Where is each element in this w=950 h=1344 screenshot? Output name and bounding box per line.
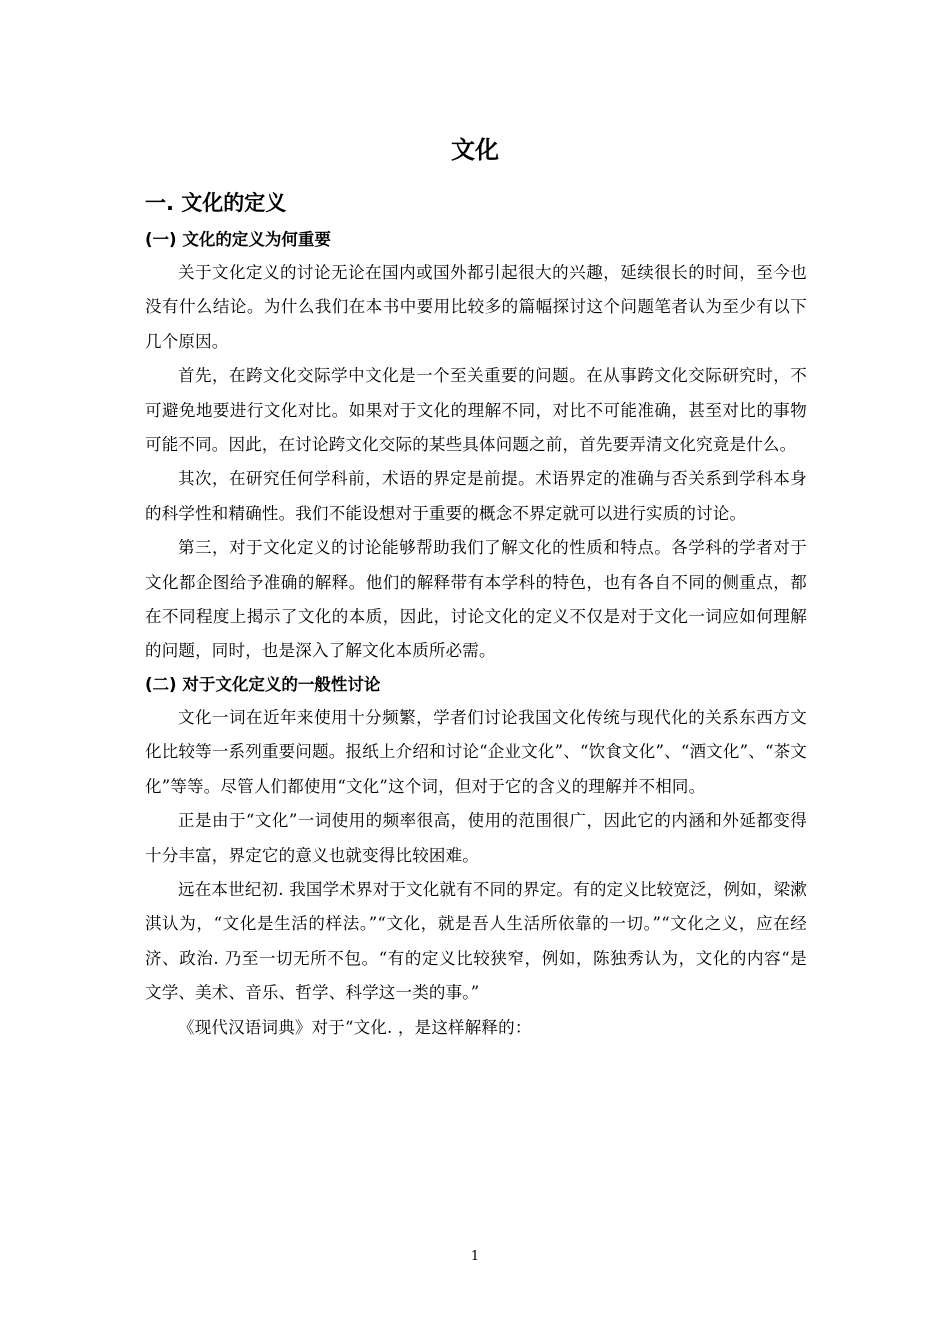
paragraph: 首先，在跨文化交际学中文化是一个至关重要的问题。在从事跨文化交际研究时，不可避免地要进行文化对比。如果对于文化的理解不同，对比不可能准确，甚至对比的事物可能不同。因此，在讨论跨文化交际的某些具体问题之前，首先要弄清文化究竟是什么。: [145, 366, 807, 455]
document-body: [145, 186, 807, 1045]
paragraph: 正是由于“文化”一词使用的频率很高，使用的范围很广，因此它的内涵和外延都变得十分丰富，界定它的意义也就变得比较困难。: [145, 811, 807, 865]
subsection-heading-2: (二) 对于文化定义的一般性讨论: [145, 674, 381, 694]
paragraph: 其次，在研究任何学科前，术语的界定是前提。术语界定的准确与否关系到学科本身的科学性和精确性。我们不能设想对于重要的概念不界定就可以进行实质的讨论。: [145, 469, 807, 523]
paragraph: 《现代汉语词典》对于“文化. ，是这样解释的：: [178, 1017, 532, 1037]
paragraph: 文化一词在近年来使用十分频繁，学者们讨论我国文化传统与现代化的关系东西方文化比较等一系列重要问题。报纸上介绍和讨论“企业文化”、“饮食文化”、“酒文化”、“茶文化”等等。尽管人们都使用“文化”这个词，但对于它的含义的理解并不相同。: [145, 707, 807, 796]
section-heading-1: 一. 文化的定义: [145, 191, 287, 215]
paragraph: 关于文化定义的讨论无论在国内或国外都引起很大的兴趣，延续很长的时间，至今也没有什么结论。为什么我们在本书中要用比较多的篇幅探讨这个问题笔者认为至少有以下几个原因。: [145, 263, 807, 351]
paragraph: 远在本世纪初. 我国学术界对于文化就有不同的界定。有的定义比较宽泛，例如，梁漱淇认为，“文化是生活的样法。”“文化，就是吾人生活所依靠的一切。”“文化之义，应在经济、政治. 乃至一切无所不包。“有的定义比较狭窄，例如，陈独秀认为，文化的内容“是文学、美术、音乐、哲学、科学这一类的事。”: [145, 879, 807, 1003]
paragraph: 第三，对于文化定义的讨论能够帮助我们了解文化的性质和特点。各学科的学者对于文化都企图给予准确的解释。他们的解释带有本学科的特色，也有各自不同的侧重点，都在不同程度上揭示了文化的本质，因此，讨论文化的定义不仅是对于文化一词应如何理解的问题，同时，也是深入了解文化本质所必需。: [145, 538, 807, 661]
page-number: 1: [470, 1249, 480, 1264]
document-title: 文化: [451, 136, 499, 164]
subsection-heading-1: (一) 文化的定义为何重要: [145, 230, 331, 249]
